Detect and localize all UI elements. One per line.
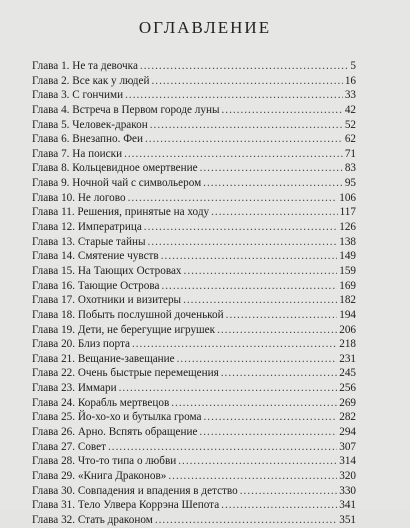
chapter-title: Глава 26. Арно. Вспять обращение bbox=[32, 426, 198, 439]
page-number: 33 bbox=[344, 89, 356, 102]
toc-entry bbox=[32, 176, 356, 191]
table-of-contents bbox=[32, 59, 356, 528]
chapter-title: Глава 27. Совет bbox=[32, 440, 106, 453]
page-number: 42 bbox=[344, 103, 356, 116]
dot-leader bbox=[184, 264, 338, 279]
toc-entry bbox=[32, 118, 356, 133]
toc-entry bbox=[32, 323, 356, 338]
chapter-title: Глава 28. Что-то типа о любви bbox=[32, 455, 177, 468]
chapter-title: Глава 11. Решения, принятые на ходу bbox=[32, 206, 210, 219]
chapter-title: Глава 31. Тело Улвера Коррэна Шепота bbox=[32, 499, 220, 512]
dot-leader bbox=[221, 498, 337, 513]
page-number: 62 bbox=[344, 133, 356, 146]
page-number: 71 bbox=[344, 147, 356, 160]
dot-leader bbox=[108, 440, 337, 455]
page-number: 206 bbox=[339, 323, 356, 336]
toc-entry bbox=[32, 249, 356, 264]
chapter-title: Глава 19. Дети, не берегущие игрушек bbox=[32, 323, 216, 336]
dot-leader bbox=[171, 396, 337, 411]
chapter-title: Глава 3. С гончими bbox=[32, 89, 124, 102]
page-number: 314 bbox=[339, 455, 356, 468]
chapter-title: Глава 24. Корабль мертвецов bbox=[32, 396, 170, 409]
toc-entry bbox=[32, 425, 356, 440]
toc-entry bbox=[32, 74, 356, 89]
page-number: 269 bbox=[339, 396, 356, 409]
dot-leader bbox=[221, 103, 342, 118]
chapter-title: Глава 25. Йо-хо-хо и бутылка грома bbox=[32, 411, 202, 424]
page-number: 182 bbox=[339, 294, 356, 307]
toc-entry bbox=[32, 366, 356, 381]
page-number: 149 bbox=[339, 250, 356, 263]
dot-leader bbox=[124, 147, 343, 162]
dot-leader bbox=[199, 425, 337, 440]
dot-leader bbox=[128, 191, 338, 206]
dot-leader bbox=[240, 484, 337, 499]
chapter-title: Глава 1. Не та девочка bbox=[32, 60, 138, 72]
toc-entry bbox=[32, 337, 356, 352]
chapter-title: Глава 10. Не логово bbox=[32, 191, 126, 204]
chapter-title: Глава 12. Императрица bbox=[32, 221, 142, 234]
toc-entry bbox=[32, 381, 356, 396]
chapter-title: Глава 29. «Книга Драконов» bbox=[32, 469, 167, 482]
chapter-title: Глава 17. Охотники и визитеры bbox=[32, 294, 182, 307]
chapter-title: Глава 23. Иммари bbox=[32, 382, 117, 395]
page-number: 245 bbox=[339, 367, 356, 380]
toc-entry bbox=[32, 264, 356, 279]
chapter-title: Глава 30. Совпадения и впадения в детство bbox=[32, 484, 238, 497]
page-number: 294 bbox=[339, 426, 356, 439]
toc-entry bbox=[32, 469, 356, 484]
toc-entry bbox=[32, 132, 356, 147]
toc-entry bbox=[32, 352, 356, 367]
toc-entry bbox=[32, 191, 356, 206]
dot-leader bbox=[211, 205, 338, 220]
chapter-title: Глава 21. Вещание-завещание bbox=[32, 352, 175, 365]
chapter-title: Глава 32. Стать драконом bbox=[32, 513, 153, 526]
page-number: 5 bbox=[350, 60, 356, 72]
chapter-title: Глава 4. Встреча в Первом городе луны bbox=[32, 103, 220, 116]
page-number: 159 bbox=[339, 264, 356, 277]
toc-entry bbox=[32, 293, 356, 308]
chapter-title: Глава 6. Внезапно. Феи bbox=[32, 133, 143, 146]
dot-leader bbox=[132, 337, 337, 352]
chapter-title: Глава 7. На поиски bbox=[32, 147, 123, 160]
dot-leader bbox=[204, 410, 338, 425]
dot-leader bbox=[140, 59, 348, 74]
page-number: 256 bbox=[339, 382, 356, 395]
dot-leader bbox=[183, 293, 337, 308]
dot-leader bbox=[148, 235, 338, 250]
dot-leader bbox=[145, 132, 343, 147]
toc-entry bbox=[32, 513, 356, 528]
chapter-title: Глава 18. Побыть послушной доченькой bbox=[32, 308, 224, 321]
chapter-title: Глава 14. Смятение чувств bbox=[32, 250, 159, 263]
toc-entry bbox=[32, 205, 356, 220]
toc-entry bbox=[32, 396, 356, 411]
page-title: ОГЛАВЛЕНИЕ bbox=[138, 18, 272, 37]
dot-leader bbox=[177, 352, 338, 367]
page-number: 231 bbox=[339, 352, 356, 365]
page-number: 330 bbox=[339, 484, 356, 497]
dot-leader bbox=[144, 220, 337, 235]
page-number: 320 bbox=[339, 469, 356, 482]
dot-leader bbox=[161, 249, 338, 264]
page-number: 341 bbox=[339, 499, 356, 512]
page-number: 126 bbox=[339, 221, 356, 234]
dot-leader bbox=[119, 381, 338, 396]
chapter-title: Глава 9. Ночной чай с символьером bbox=[32, 177, 202, 190]
page-number: 52 bbox=[344, 118, 356, 131]
page-number: 282 bbox=[339, 411, 356, 424]
toc-entry bbox=[32, 484, 356, 499]
toc-entry bbox=[32, 59, 356, 74]
page-number: 95 bbox=[344, 177, 356, 190]
dot-leader bbox=[150, 118, 343, 133]
page-number: 307 bbox=[339, 440, 356, 453]
toc-entry bbox=[32, 308, 356, 323]
chapter-title: Глава 13. Старые тайны bbox=[32, 235, 146, 248]
dot-leader bbox=[203, 176, 343, 191]
toc-entry bbox=[32, 498, 356, 513]
page-number: 117 bbox=[339, 206, 356, 219]
dot-leader bbox=[217, 323, 337, 338]
toc-entry bbox=[32, 440, 356, 455]
chapter-title: Глава 8. Кольцевидное омертвение bbox=[32, 162, 198, 175]
toc-entry bbox=[32, 88, 356, 103]
dot-leader bbox=[178, 454, 337, 469]
page-number: 83 bbox=[344, 162, 356, 175]
page-number: 169 bbox=[339, 279, 356, 292]
toc-entry bbox=[32, 454, 356, 469]
toc-entry bbox=[32, 410, 356, 425]
dot-leader bbox=[168, 469, 337, 484]
chapter-title: Глава 16. Тающие Острова bbox=[32, 279, 160, 292]
chapter-title: Глава 5. Человек-дракон bbox=[32, 118, 148, 131]
page-number: 138 bbox=[339, 235, 356, 248]
dot-leader bbox=[161, 279, 337, 294]
toc-entry bbox=[32, 103, 356, 118]
dot-leader bbox=[155, 513, 337, 528]
dot-leader bbox=[151, 74, 342, 89]
page-number: 351 bbox=[339, 513, 356, 526]
dot-leader bbox=[226, 308, 338, 323]
toc-entry bbox=[32, 161, 356, 176]
toc-entry bbox=[32, 235, 356, 250]
chapter-title: Глава 22. Очень быстрые перемещения bbox=[32, 367, 219, 380]
chapter-title: Глава 20. Близ порта bbox=[32, 338, 130, 351]
toc-entry bbox=[32, 147, 356, 162]
toc-entry bbox=[32, 220, 356, 235]
chapter-title: Глава 15. На Тающих Островах bbox=[32, 264, 182, 277]
page-number: 194 bbox=[339, 308, 356, 321]
page-number: 218 bbox=[339, 338, 356, 351]
page-number: 16 bbox=[344, 74, 356, 87]
dot-leader bbox=[125, 88, 343, 103]
dot-leader bbox=[200, 161, 343, 176]
dot-leader bbox=[221, 366, 337, 381]
chapter-title: Глава 2. Все как у людей bbox=[32, 74, 150, 87]
toc-entry bbox=[32, 279, 356, 294]
page-number: 106 bbox=[339, 191, 356, 204]
